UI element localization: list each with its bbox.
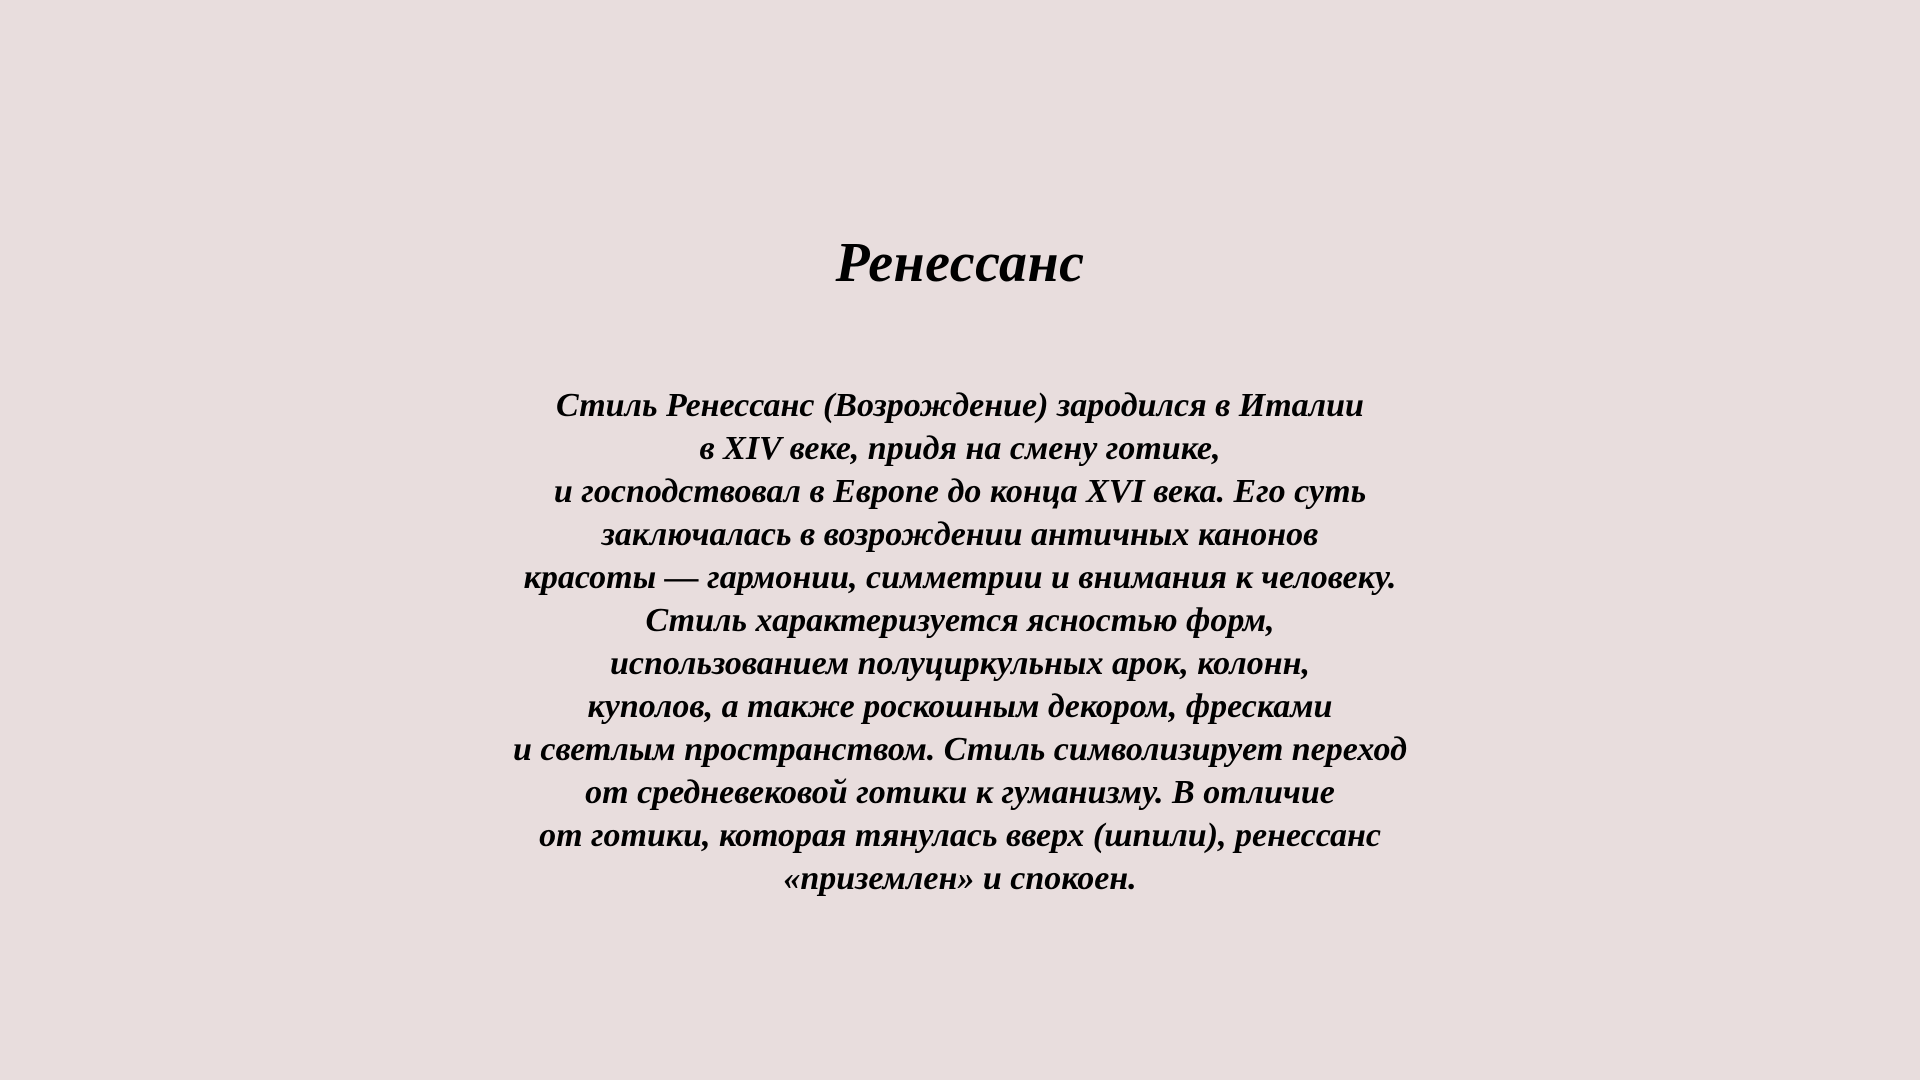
body-line: использованием полуциркульных арок, колонн, — [609, 645, 1310, 682]
body-line: и светлым пространством. Стиль символизирует переход — [513, 731, 1407, 768]
body-line: красоты — гармонии, симметрии и внимания к человеку. — [523, 559, 1397, 596]
body-line: от средневековой готики к гуманизму. В отличие — [585, 774, 1335, 811]
body-line: и господствовал в Европе до конца XVI века. Его суть — [553, 473, 1367, 510]
body-line: куполов, а также роскошным декором, фресками — [587, 688, 1333, 725]
body-line: в XIV веке, придя на смену готике, — [699, 430, 1221, 467]
slide-body-text — [360, 384, 1560, 900]
body-line: «приземлен» и спокоен. — [783, 860, 1137, 897]
body-line: заключалась в возрождении античных канонов — [601, 516, 1319, 553]
body-line: от готики, которая тянулась вверх (шпили), ренессанс — [539, 817, 1381, 854]
slide-title: Ренессанс — [835, 232, 1085, 294]
body-line: Стиль характеризуется ясностью форм, — [645, 602, 1275, 639]
body-line: Стиль Ренессанс (Возрождение) зародился в Италии — [556, 387, 1364, 424]
